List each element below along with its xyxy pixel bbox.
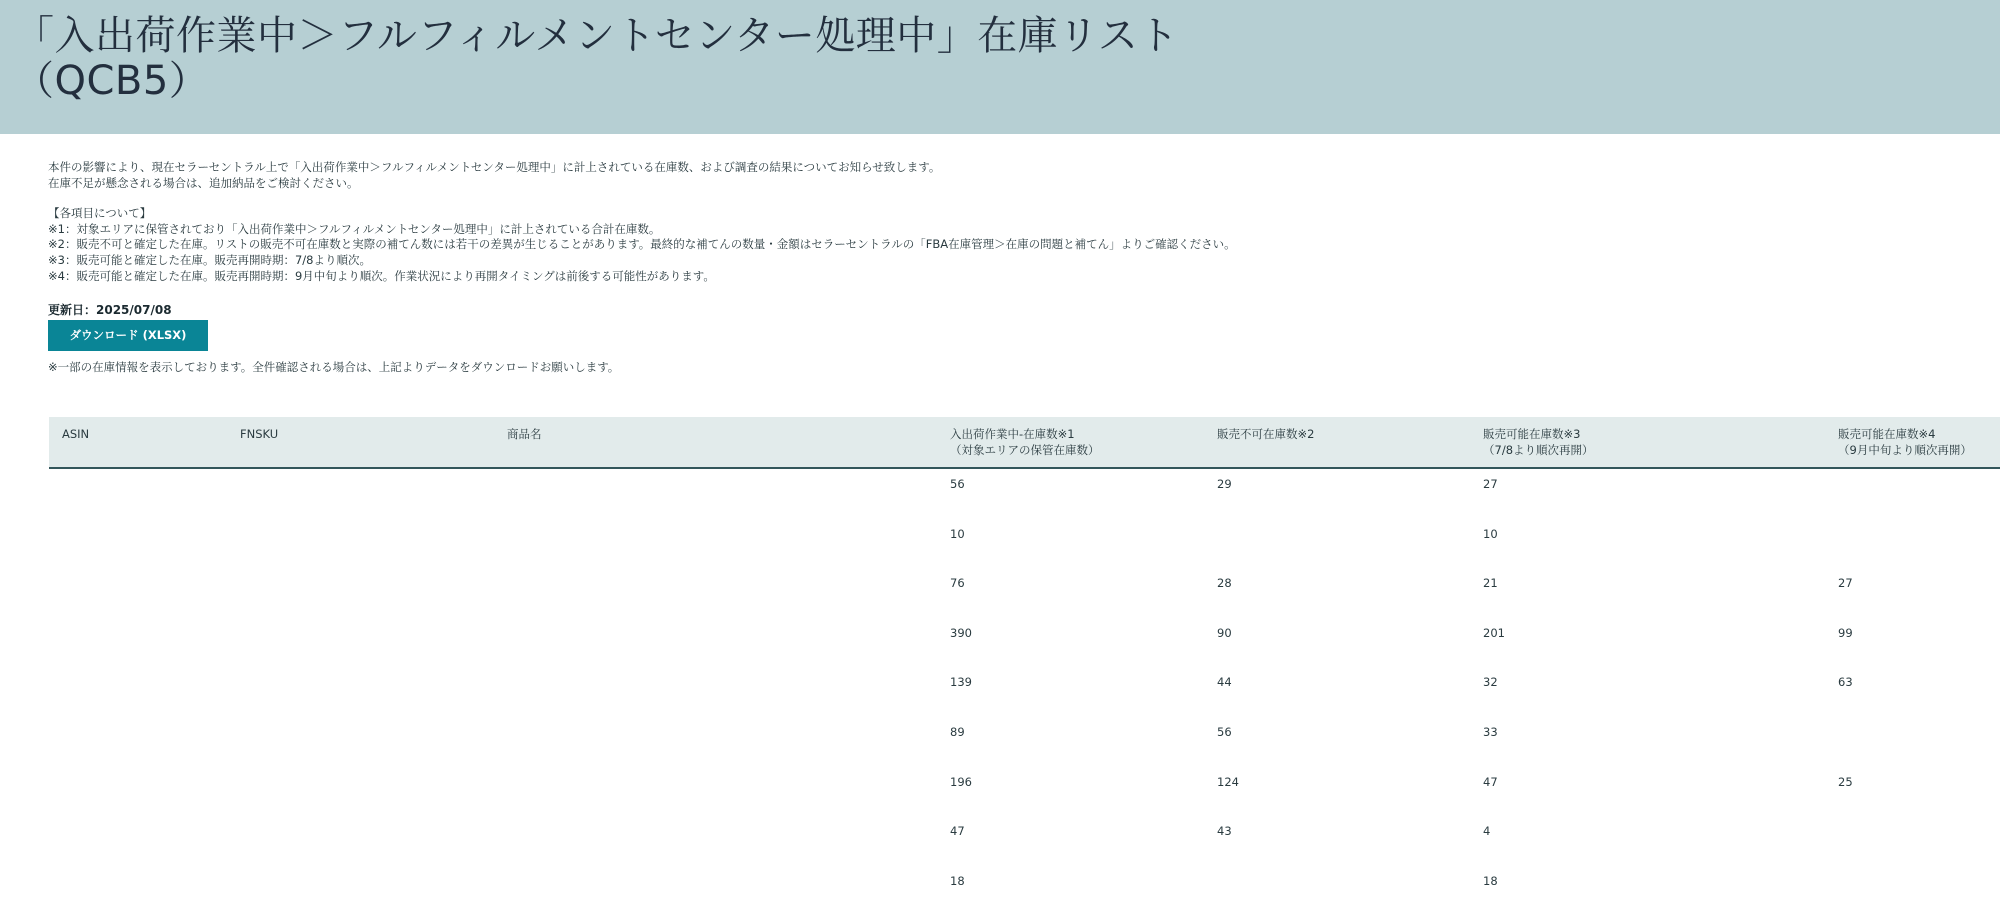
cell-sellable-qty-3: 10 <box>1483 526 1498 541</box>
cell-sellable-qty-3: 201 <box>1483 625 1505 640</box>
note-item: ※3：販売可能と確定した在庫。販売再開時期：7/8より順次。 <box>48 252 371 267</box>
partial-display-note: ※一部の在庫情報を表示しております。全件確認される場合は、上記よりデータをダウンロードお願いします。 <box>48 360 620 375</box>
intro-line: 在庫不足が懸念される場合は、追加納品をご検討ください。 <box>48 175 359 190</box>
cell-unsellable-qty: 124 <box>1217 774 1239 789</box>
cell-sellable-qty-4: 27 <box>1838 576 1853 591</box>
table-row <box>49 667 2000 717</box>
cell-inbound-qty: 56 <box>950 477 965 491</box>
cell-sellable-qty-3: 27 <box>1483 477 1498 491</box>
note-item: ※1：対象エリアに保管されており「入出荷作業中＞フルフィルメントセンター処理中」に計上されている合計在庫数。 <box>48 221 661 236</box>
column-notes <box>48 206 1948 284</box>
column-header-sellable-qty-4[interactable] <box>1838 426 1972 458</box>
table-row <box>49 866 2000 915</box>
cell-sellable-qty-3: 4 <box>1483 824 1491 839</box>
table-row <box>49 717 2000 767</box>
updated-date: 更新日：2025/07/08 <box>48 303 172 318</box>
table-row <box>49 618 2000 668</box>
cell-sellable-qty-3: 47 <box>1483 774 1498 789</box>
cell-unsellable-qty: 90 <box>1217 625 1232 640</box>
page-title <box>14 14 1179 104</box>
note-item: ※4：販売可能と確定した在庫。販売再開時期：9月中旬より順次。作業状況により再開タイミングは前後する可能性があります。 <box>48 268 715 283</box>
column-header-product-name[interactable]: 商品名 <box>507 427 542 441</box>
download-xlsx-button[interactable]: ダウンロード (XLSX) <box>48 320 208 351</box>
main-content <box>48 160 1948 375</box>
column-header-sublabel: （対象エリアの保管在庫数） <box>950 443 1100 457</box>
cell-unsellable-qty: 28 <box>1217 576 1232 591</box>
cell-sellable-qty-3: 21 <box>1483 576 1498 591</box>
column-header-sublabel: （9月中旬より順次再開） <box>1838 443 1972 457</box>
cell-inbound-qty: 139 <box>950 675 972 690</box>
cell-inbound-qty: 76 <box>950 576 965 591</box>
column-header-inbound-qty[interactable] <box>950 426 1100 458</box>
cell-sellable-qty-4: 63 <box>1838 675 1853 690</box>
table-row <box>49 469 2000 519</box>
column-header-unsellable-qty[interactable]: 販売不可在庫数※2 <box>1217 427 1315 441</box>
cell-unsellable-qty: 29 <box>1217 477 1232 491</box>
column-header-sublabel: （7/8より順次再開） <box>1483 443 1594 457</box>
cell-sellable-qty-3: 33 <box>1483 724 1498 739</box>
inventory-table <box>49 417 2000 915</box>
column-header-label: 販売可能在庫数※3 <box>1483 427 1581 441</box>
page-header <box>0 0 2000 134</box>
cell-unsellable-qty: 44 <box>1217 675 1232 690</box>
table-row <box>49 816 2000 866</box>
cell-sellable-qty-3: 32 <box>1483 675 1498 690</box>
cell-sellable-qty-3: 18 <box>1483 873 1498 888</box>
cell-inbound-qty: 10 <box>950 526 965 541</box>
column-header-sellable-qty-3[interactable] <box>1483 426 1594 458</box>
table-row <box>49 519 2000 569</box>
column-header-fnsku[interactable]: FNSKU <box>240 427 279 441</box>
intro-line: 本件の影響により、現在セラーセントラル上で「入出荷作業中＞フルフィルメントセンター処理中」に計上されている在庫数、および調査の結果についてお知らせ致します。 <box>48 160 941 174</box>
page-title-line-2: （QCB5） <box>14 58 210 104</box>
cell-inbound-qty: 47 <box>950 824 965 839</box>
page-title-line-1: 「入出荷作業中＞フルフィルメントセンター処理中」在庫リスト <box>14 13 1179 59</box>
cell-inbound-qty: 18 <box>950 873 965 888</box>
table-header <box>49 417 2000 469</box>
intro-text <box>48 160 1948 191</box>
table-row <box>49 568 2000 618</box>
cell-inbound-qty: 390 <box>950 625 972 640</box>
column-header-asin[interactable]: ASIN <box>62 427 90 441</box>
column-header-label: 販売可能在庫数※4 <box>1838 427 1936 441</box>
cell-unsellable-qty: 43 <box>1217 824 1232 839</box>
cell-sellable-qty-4: 25 <box>1838 774 1853 789</box>
cell-inbound-qty: 196 <box>950 774 972 789</box>
cell-inbound-qty: 89 <box>950 724 965 739</box>
note-item: ※2：販売不可と確定した在庫。リストの販売不可在庫数と実際の補てん数には若干の差異が生じることがあります。最終的な補てんの数量・金額はセラーセントラルの「FBA在庫管理＞在庫の問題と補てん」よりご確認ください。 <box>48 237 1236 252</box>
table-row <box>49 767 2000 817</box>
cell-sellable-qty-4: 99 <box>1838 625 1853 640</box>
cell-unsellable-qty: 56 <box>1217 724 1232 739</box>
notes-heading: 【各項目について】 <box>48 206 152 221</box>
column-header-label: 入出荷作業中-在庫数※1 <box>950 427 1075 441</box>
